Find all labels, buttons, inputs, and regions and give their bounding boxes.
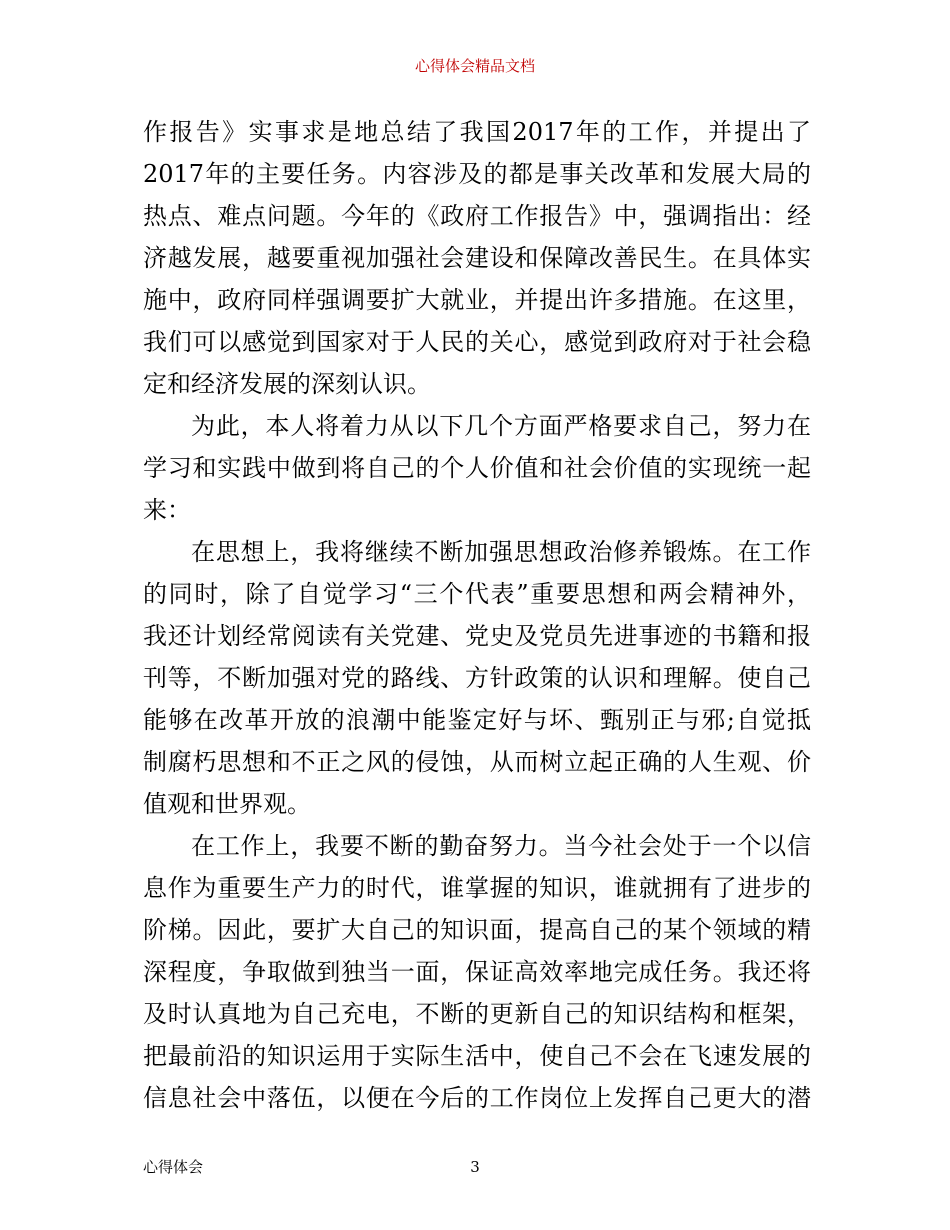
text-line: 值观和世界观。 <box>143 790 311 818</box>
page-header-title: 心得体会精品文档 <box>414 57 535 75</box>
text-line: 2017年的主要任务。内容涉及的都是事关改革和发展大局的 <box>143 160 811 188</box>
text-line: 来： <box>143 496 191 524</box>
text-line: 刊等，不断加强对党的路线、方针政策的认识和理解。使自己 <box>143 664 811 692</box>
text-line: 在工作上，我要不断的勤奋努力。当今社会处于一个以信 <box>191 832 811 860</box>
text-line: 热点、难点问题。今年的《政府工作报告》中，强调指出：经 <box>143 202 811 230</box>
paragraph <box>143 405 811 531</box>
text-line: 济越发展，越要重视加强社会建设和保障改善民生。在具体实 <box>143 244 811 272</box>
footer-label: 心得体会 <box>143 1158 204 1176</box>
paragraph <box>143 825 811 1119</box>
text-line: 及时认真地为自己充电，不断的更新自己的知识结构和框架， <box>143 1000 811 1028</box>
document-body <box>143 111 811 1119</box>
text-line: 我还计划经常阅读有关党建、党史及党员先进事迹的书籍和报 <box>143 622 811 650</box>
text-line: 作报告》实事求是地总结了我国2017年的工作，并提出了 <box>143 118 811 146</box>
page-number: 3 <box>470 1158 480 1176</box>
text-line: 制腐朽思想和不正之风的侵蚀，从而树立起正确的人生观、价 <box>143 748 811 776</box>
paragraph <box>143 531 811 825</box>
text-line: 信息社会中落伍，以便在今后的工作岗位上发挥自己更大的潜 <box>143 1084 811 1112</box>
text-line: 的同时，除了自觉学习“三个代表”重要思想和两会精神外， <box>143 580 811 608</box>
text-line: 在思想上，我将继续不断加强思想政治修养锻炼。在工作 <box>191 538 811 566</box>
text-line: 定和经济发展的深刻认识。 <box>143 370 431 398</box>
text-line: 我们可以感觉到国家对于人民的关心，感觉到政府对于社会稳 <box>143 328 811 356</box>
paragraph <box>143 111 811 405</box>
text-line: 施中，政府同样强调要扩大就业，并提出许多措施。在这里， <box>143 286 811 314</box>
text-line: 深程度，争取做到独当一面，保证高效率地完成任务。我还将 <box>143 958 811 986</box>
text-line: 把最前沿的知识运用于实际生活中，使自己不会在飞速发展的 <box>143 1042 811 1070</box>
text-line: 能够在改革开放的浪潮中能鉴定好与坏、甄别正与邪;自觉抵 <box>143 706 811 734</box>
text-line: 学习和实践中做到将自己的个人价值和社会价值的实现统一起 <box>143 454 811 482</box>
text-line: 阶梯。因此，要扩大自己的知识面，提高自己的某个领域的精 <box>143 916 811 944</box>
text-line: 为此，本人将着力从以下几个方面严格要求自己，努力在 <box>191 412 811 440</box>
text-line: 息作为重要生产力的时代，谁掌握的知识，谁就拥有了进步的 <box>143 874 811 902</box>
